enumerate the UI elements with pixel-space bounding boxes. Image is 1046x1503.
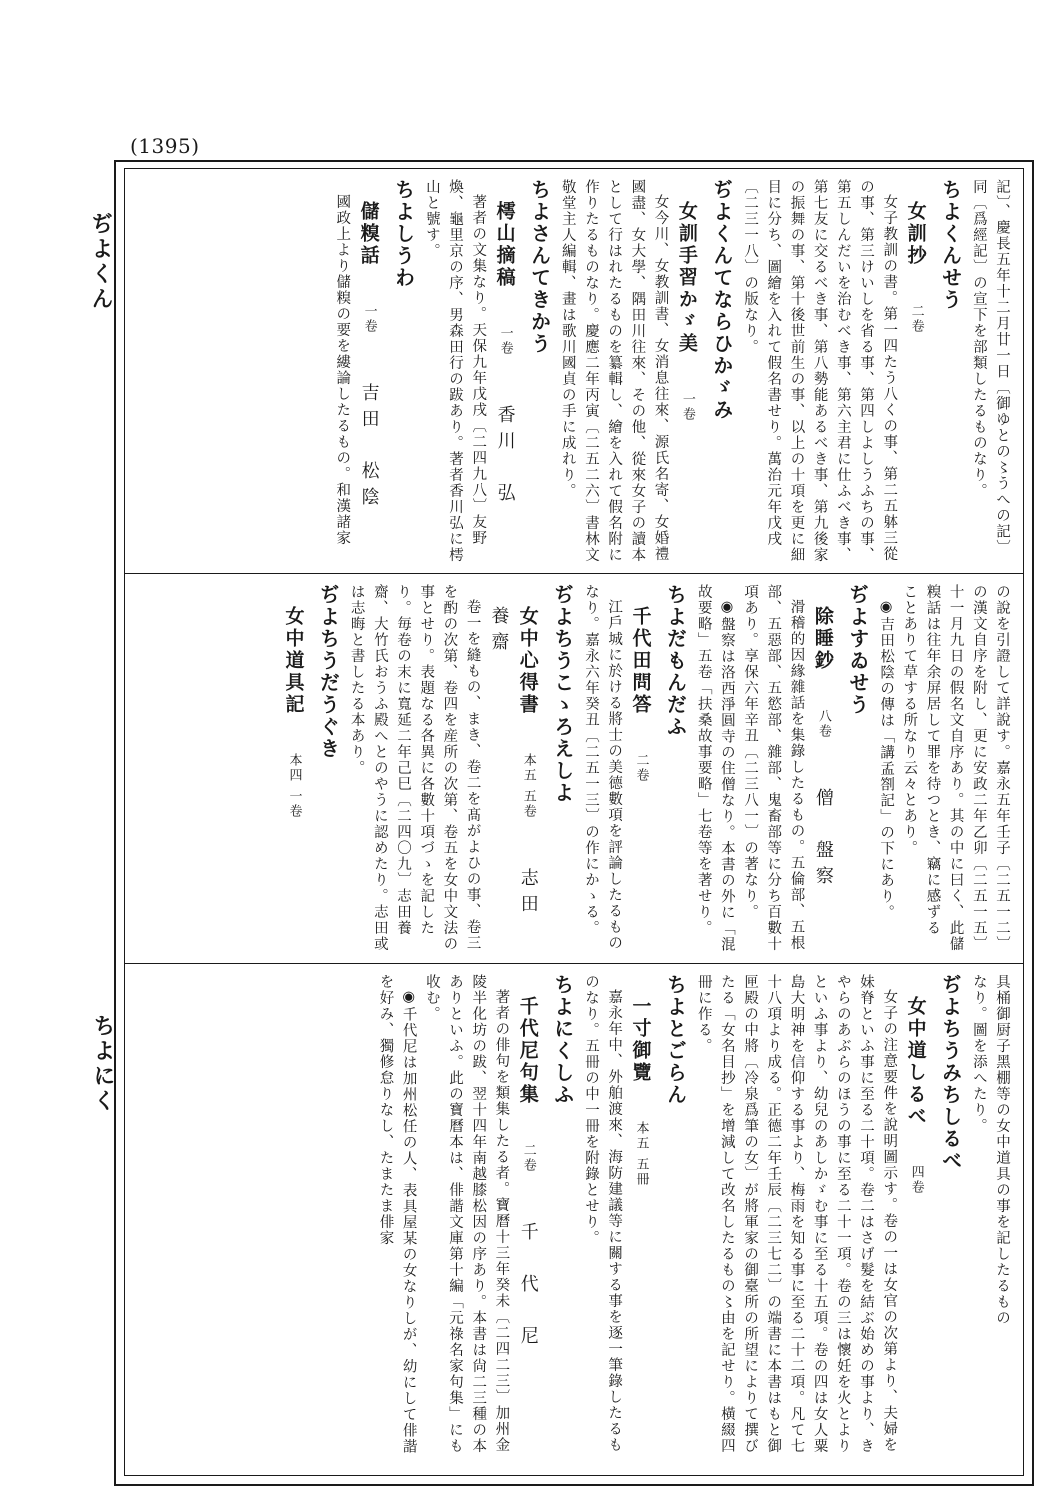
entry-jokun-tenarai — [556, 179, 738, 565]
content-area — [124, 168, 1024, 1476]
entry-volumes: 本四 一卷 — [286, 753, 302, 820]
side-index-top: ぢよくん — [88, 212, 114, 312]
continued-text: 具桶御厨子黑棚等の女中道具の事を記したるもの — [994, 974, 1010, 1326]
entry-title: 女中心得書 — [516, 606, 539, 716]
entry-volumes: 本五 五卷 — [520, 753, 536, 820]
entry-title: 樗山摘稿 — [493, 201, 516, 289]
tier-middle — [125, 573, 1023, 963]
entry-title-line — [900, 179, 930, 565]
entry-title: 千代尼句集 — [516, 996, 539, 1106]
entry-heading: ちよさんてきかう — [527, 179, 552, 355]
continued-text: 糗話は往年余屏居して罪を待つとき、竊に感ずる — [924, 584, 941, 936]
entry-title-line — [489, 179, 519, 565]
continued-text: 十一月九日の假名文自序あり。其の中に曰く、此儲 — [947, 584, 964, 952]
entry-heading: ぢよちうだうぐき — [316, 584, 341, 760]
entry-title-line — [484, 584, 543, 955]
entry-volumes: 二卷 — [633, 753, 649, 783]
entry-heading: ぢよちうこゝろえしよ — [550, 584, 575, 804]
entry-body: 嘉永年中、外舶渡來、海防建議等に關する事を逐一筆錄したるものなり。五冊の中一冊を附錄とせり。 — [582, 974, 623, 1453]
entry-title: 女訓抄 — [904, 201, 927, 267]
entry-title: 千代田問答 — [629, 606, 652, 716]
entry-title: 女中道具記 — [282, 606, 305, 716]
entry-volumes: 一卷 — [497, 326, 513, 356]
entry-volumes: 四卷 — [908, 1165, 924, 1195]
entry-body: 國政上より儲糗の要を縷論したるもの。和漢諸家 — [334, 193, 351, 546]
entry-chozan-tekiko — [420, 179, 556, 565]
entry-body: 女今川、女教訓書、女消息往來、源氏名寄、女婚禮國盡、女大學、隅田川往來、その他、從來女子の讀本として行はれたるものを纂輯し、繪を入れて假名附に作りたるものなり。慶應二年丙寅〔二五二六〕書林文敬堂主人編輯、畫は歌川國貞の手に成れり。 — [559, 179, 669, 563]
entry-jokunsho — [738, 179, 967, 565]
entry-title: 女訓手習かゞ美 — [675, 201, 698, 355]
entry-title: 儲糗話 — [357, 201, 380, 267]
entry-heading: ちよくんせう — [938, 179, 963, 311]
entry-title-line — [625, 974, 655, 1467]
tier-middle-text — [125, 574, 1023, 963]
continued-text: の漢文自序を附し、更に安政二年乙卯〔二五一五〕 — [970, 584, 987, 952]
entry-jochu-kokoroesho — [344, 584, 578, 955]
entry-title-line — [353, 179, 383, 565]
entry-author: 香川 弘 — [494, 405, 516, 509]
entry-title-line — [278, 584, 308, 955]
entry-author: 僧 盤察 — [812, 788, 834, 892]
entry-body: 滑稽的因緣雜話を集錄したるもの。五倫部、五根部、五惡部、五慾部、雜部、鬼畜部等に分ち百數十項あり。享保六年辛丑〔二三八一〕の著なり。 — [742, 584, 805, 952]
entry-body: 江戶城に於ける將士の美德數項を評論したるものなり。嘉永六年癸丑〔二五一三〕の作にかゝる。 — [582, 584, 623, 951]
entry-title-line — [625, 584, 655, 955]
entry-title-line — [672, 179, 702, 565]
entry-title-line — [900, 974, 930, 1467]
entry-volumes: 八卷 — [815, 709, 831, 739]
tier-bottom-text — [125, 964, 1023, 1475]
entry-heading: ちよしうわ — [391, 179, 416, 289]
entry-title-line — [512, 974, 542, 1467]
entry-choshuwa — [330, 179, 420, 565]
entry-title-line — [807, 584, 837, 955]
tier-top-text — [125, 169, 1023, 573]
entry-author: 志田 養齋 — [488, 606, 539, 947]
entry-author: 千 代 尼 — [517, 1222, 539, 1352]
entry-chiyoda-mondo — [579, 584, 692, 955]
tier-bottom — [125, 963, 1023, 1475]
entry-heading: ぢよくんてならひかゞみ — [709, 179, 734, 421]
continued-text: 記〕、慶長五年十二月廿一日〔御ゆとの〻うへの記〕 — [994, 179, 1010, 556]
continued-text: の說を引證して詳說す。嘉永五年壬子〔二五一二〕 — [994, 584, 1010, 952]
entry-title: 女中道しるべ — [904, 996, 927, 1128]
entry-body: 女子教訓の書。第一四たう八くの事、第二五躰三從の事、第三けいしを省る事、第四しよしうふちの事、第五しんだいを治むべき事、第六主君に仕ふべき事、第七友に交るべき事、第八勢能あるべき事、第九後家の振舞の事、第十後世前生の事、以上の十項を更に細目に分ち、圖繪を入れて假名書せり。萬治元年戊戌〔二三一八〕の版なり。 — [742, 179, 898, 563]
entry-body: 著者の俳句を類集したる者。寶曆十三年癸未〔二四二三〕加州金陵半化坊の跋、翌十四年南越膝松因の序あり。本書は尙二三種の本ありといふ。此の寶曆本は、俳諧文庫第十編「元祿名家句集」にも收む。 — [423, 974, 510, 1454]
entry-volumes: 二卷 — [520, 1143, 536, 1173]
entry-body: 女子の注意要件を說明圖示す。卷の一は女官の次第より、夫婦を妹脊といふ事に至る二十項。卷二はさげ髮を結ぶ始めの事より、きやらのあぶらのほうの事に至る二十一項。卷の三は懷妊を火とよりといふ事より、幼兒のあしかゞむ事に至る十五項。卷の四は女人粟島大明神を信仰する事より、梅雨を知る事に至る二十二項。凡て七十八項より成る。正德二年壬辰〔二三七二〕の端書に本書はもと御匣殿の中將〔冷泉爲筆の女〕が將軍家の御臺所の所望によりて撰びたる「女名目抄」を增減して改名したるもの〻由を記せり。橫綴四冊に作る。 — [695, 974, 898, 1454]
entry-author: 吉田 松陰 — [358, 383, 380, 513]
continued-text: なり。圖を添へたり。 — [970, 974, 987, 1134]
entry-body: 卷一を縫もの、まき、卷二を髙がよひの事、卷三を酌の次第、卷四を産所の次第、卷五を女中文法の事とせり。表題なる各異に各數十項づゝを記したり。毎卷の末に寬延二年己巳〔二四〇九〕志田養齋、大竹氏おうふ殿へとのやうに認めたり。志田或は志晦と書したる本あり。 — [348, 584, 481, 952]
entry-chotto-goran — [579, 974, 692, 1467]
page-number: (1395) — [130, 134, 200, 158]
entry-title: 除睡鈔 — [811, 606, 834, 672]
continued-text: ことありて草する所なり云々とあり。 — [901, 584, 918, 856]
biographical-note: ◉千代尼は加州松任の人、表具屋某の女なりしが、幼にして俳諧を好み、獨修怠りなし、たまたま俳家 — [377, 974, 417, 1454]
entry-title: 一寸御覽 — [629, 996, 652, 1084]
entry-volumes: 一卷 — [679, 392, 695, 422]
entry-heading: ぢよちうみちしるべ — [938, 974, 963, 1172]
entry-heading: ちよとごらん — [663, 974, 688, 1106]
entry-chiyoni-kushu — [373, 974, 579, 1467]
entry-heading: ちよだもんだふ — [663, 584, 688, 738]
biographical-note: ◉吉田松陰の傳は「講孟劄記」の下にあり。 — [878, 598, 895, 920]
entry-volumes: 一卷 — [361, 304, 377, 334]
entry-jochu-michishirube — [692, 974, 967, 1467]
side-index-bottom: ちよにく — [90, 1014, 116, 1114]
entry-volumes: 本五 五冊 — [633, 1121, 649, 1188]
entry-volumes: 二卷 — [908, 304, 924, 334]
entry-heading: ぢよすゐせう — [845, 584, 870, 716]
entry-jochu-dogu-ki — [278, 584, 344, 955]
entry-josuisho — [692, 584, 874, 955]
tier-top — [125, 169, 1023, 573]
page-frame — [114, 160, 1034, 1486]
biographical-note: ◉盤察は洛西淨圓寺の住僧なり。本書の外に「混故要略」五卷「扶桑故事要略」七卷等を著せり。 — [695, 584, 735, 952]
entry-body: 著者の文集なり。天保九年戊戌〔二四九八〕友野煥、龜里京の序、男森田行の跋あり。著者香川弘に樗山と號す。 — [423, 179, 487, 563]
continued-text: 同〔爲經記〕の宣下を部類したるものなり。 — [970, 179, 987, 499]
entry-heading: ちよにくしふ — [550, 974, 575, 1106]
